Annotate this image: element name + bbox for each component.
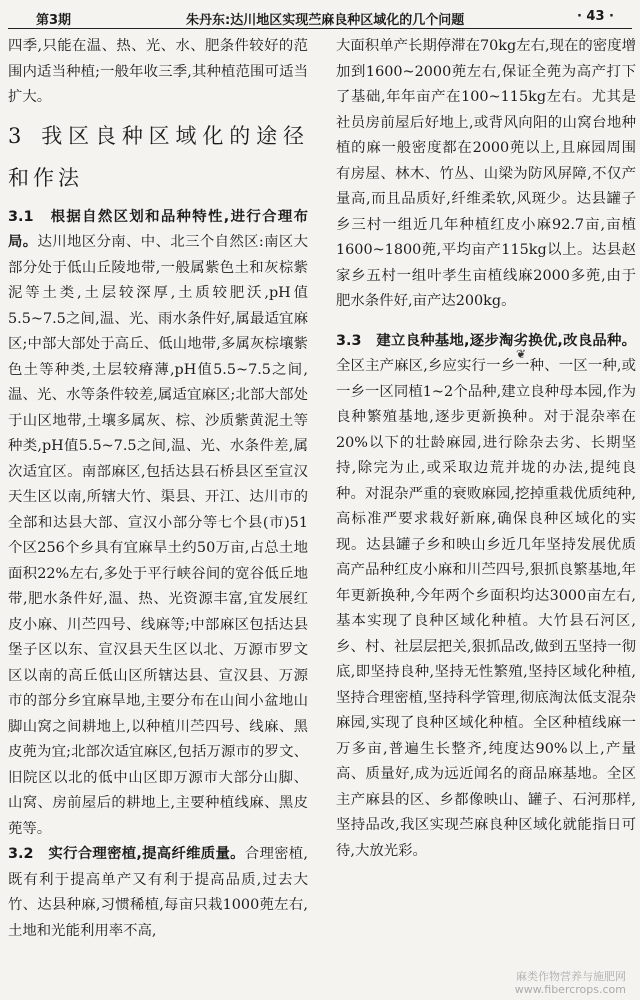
watermark-line2: www.fibercrops.com <box>514 983 626 996</box>
subsection-3-2-continued: 大面积单产长期停滞在70kg左右,现在的密度增加到1600~2000蔸左右,保证全蔸为高产打下了基础,年年亩产在100~115kg左右。尤其是社员房前屋后好地上,或背风向阳的山窝台地种植的麻一般密度都在2000蔸以上,且麻园周围有房屋、林木、竹丛、山梁为防风屏障,不仅产量高,而且品质好,纤维柔软,风斑少。达县罐子乡三村一组近几年种植红皮小麻92.7亩,亩植1600~1800蔸,平均亩产115kg以上。达县赵家乡五村一组叶孝生亩植线麻2000多蔸,由于肥水条件好,亩产达200kg。 <box>336 38 636 309</box>
subsection-3-1-heading: 3.1 根据自然区划和品种特性,进行合理布局。 <box>8 208 308 250</box>
right-column <box>336 34 636 864</box>
subsection-3-2 <box>8 842 308 944</box>
subsection-3-3-body: 全区主产麻区,乡应实行一乡一种、一区一种,或一乡一区同植1~2个品种,建立良种母本园,作为良种繁殖基地,逐步更新换种。对于混杂率在20%以下的壮龄麻园,进行除杂去劣、长期坚持,除完为止,或采取边荒并垅的办法,提纯良种。对混杂严重的衰败麻园,挖掉重栽优质纯种,高标准严要求栽好新麻,确保良种区域化的实现。达县罐子乡和映山乡近几年坚持发展优质高产品种红皮小麻和川苎四号,狠抓良繁基地,年年更新换种,今年两个乡面积均达3000亩左右,基本实现了良种区域化种植。大竹县石河区,乡、村、社层层把关,狠抓品改,做到五坚持一彻底,即坚持良种,坚持无性繁殖,坚持区域化种植,坚持合理密植,坚持科学管理,彻底淘汰低支混杂麻园,实现了良种区域化种植。全区种植线麻一万多亩,普遍生长整齐,纯度达90%以上,产量高、质量好,成为远近闻名的商品麻基地。全区主产麻县的区、乡都像映山、罐子、石河那样,坚持品改,我区实现苎麻良种区域化就能指日可待,大放光彩。 <box>336 358 636 859</box>
watermark-line1: 麻类作物营养与施肥网 <box>516 970 626 983</box>
section-title: 我区良种区域化的途径和作法 <box>8 123 308 190</box>
page-number: · 43 · <box>576 9 614 24</box>
subsection-3-2-body: 合理密植,既有利于提高单产又有利于提高品质,过去大竹、达县种麻,习惯稀植,每亩只栽1000蔸左右,土地和光能利用率不高, <box>8 846 309 939</box>
subsection-3-3-heading: 3.3 建立良种基地,逐步淘劣换优,改良品种。 <box>336 332 636 349</box>
running-title: 朱丹东:达川地区实现苎麻良种区域化的几个问题 <box>186 13 465 28</box>
subsection-3-1 <box>8 205 308 843</box>
issue-number: 第3期 <box>36 13 72 28</box>
subsection-3-2-heading: 3.2 实行合理密植,提高纤维质量。 <box>8 846 245 862</box>
site-watermark <box>515 970 626 996</box>
section-number: 3 <box>8 123 26 148</box>
ornament-mark: ❦ <box>516 347 527 361</box>
left-column <box>8 34 308 944</box>
subsection-3-1-body: 达川地区分南、中、北三个自然区:南区大部分处于低山丘陵地带,一般属紫色土和灰棕紫泥等土类,土层较深厚,土质较肥沃,pH值5.5~7.5之间,温、光、雨水条件好,属最适宜麻区;中部大部处于高丘、低山地带,多属灰棕壤紫色土等种类,土层较瘠薄,pH值5.5~7.5之间,温、光、水等条件较差,属适宜麻区;北部大部处于山区地带,土壤多属灰、棕、沙质紫黄泥土等种类,pH值5.5~7.5之间,温、光、水条件差,属次适宜区。南部麻区,包括达县石桥县区至宣汉天生区以南,所辖大竹、渠县、开江、达川市的全部和达县大部、宣汉小部分等七个县(市)51个区256个乡具有宜麻旱土约50万亩,占总土地面积22%左右,多处于平行峡谷间的宽谷低丘地带,肥水条件好,温、热、光资源丰富,宜发展红皮小麻、川苎四号、线麻等;中部麻区包括达县堡子区以东、宣汉县天生区以北、万源市罗文区以南的高丘低山区所辖达县、宣汉县、万源市的部分乡宜麻旱地,主要分布在山间小盆地山脚山窝之间耕地上,以种植川苎四号、线麻、黑皮蔸为宜;北部次适宜麻区,包括万源市的罗文、旧院区以北的低中山区即万源市大部分山脚、山窝、房前屋后的耕地上,主要种植线麻、黑皮蔸等。 <box>8 234 308 837</box>
subsection-3-3 <box>336 329 636 865</box>
running-header <box>8 4 632 29</box>
intro-paragraph: 四季,只能在温、热、光、水、肥条件较好的范围内适当种植;一般年收三季,其种植范围可适当扩大。 <box>8 38 308 105</box>
section-heading <box>8 115 308 199</box>
